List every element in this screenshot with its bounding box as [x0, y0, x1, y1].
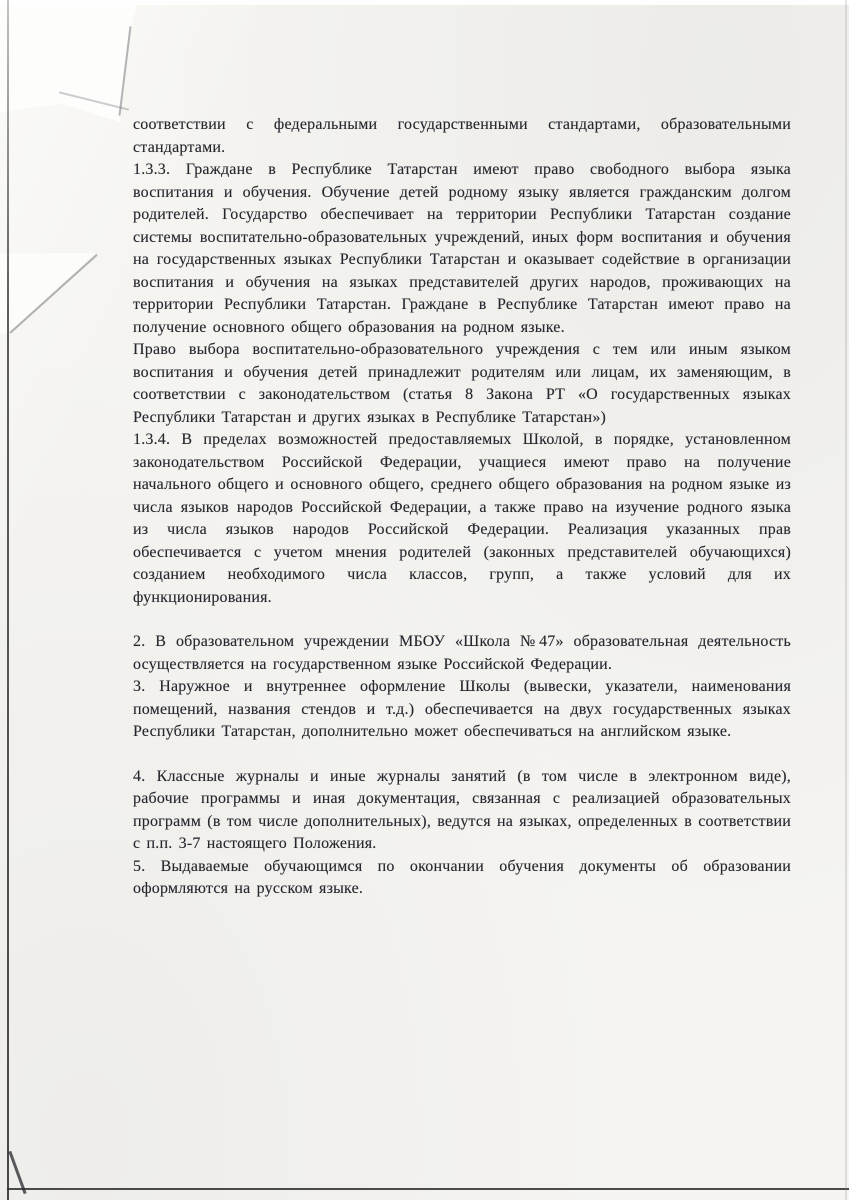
document-text-block — [133, 114, 791, 901]
paragraph-right-of-choice: Право выбора воспитательно-образовательного учреждения с тем или иным языком воспитания и обучения детей принадлежит родителям или лицам, их заменяющим, в соответствии с законодательством (статья 8 Закона РТ «О государственных языках Республики Татарстан и других языках в Республике Татарстан») — [133, 341, 791, 426]
paragraph-2: 2. В образовательном учреждении МБОУ «Школа №47» образовательная деятельность осуществляется на государственном языке Российской Федерации. — [133, 633, 791, 673]
scan-edge-top — [0, 0, 849, 5]
paragraph-gap — [133, 609, 791, 631]
paragraph-5: 5. Выдаваемые обучающимся по окончании обучения документы об образовании оформляются на русском языке. — [133, 857, 791, 897]
paragraph-1-3-3: 1.3.3. Граждане в Республике Татарстан имеют право свободного выбора языка воспитания и обучения. Обучение детей родному языку является гражданским долгом родителей. Государство обеспечивает на территории Республики Татарстан создание системы воспитательно-образовательных учреждений, иных форм воспитания и обучения на государственных языках Республики Татарстан и оказывает содействие в организации воспитания и обучения на языках представителей других народов, проживающих на территории Республики Татарстан. Граждане в Республике Татарстан имеют право на получение основного общего образования на родном языке. — [133, 161, 791, 336]
scanner-bed-sliver — [0, 253, 95, 333]
paragraph-3: 3. Наружное и внутреннее оформление Школы (вывески, указатели, наименования помещений, названия стендов и т.д.) обеспечивается на двух государственных языках Республики Татарстан, дополнительно может обеспечиваться на английском языке. — [133, 678, 791, 740]
paragraph-continuation: соответствии с федеральными государственными стандартами, образовательными стандартами. — [133, 116, 791, 156]
scan-edge-bottom — [7, 1188, 849, 1190]
scan-edge-left — [7, 0, 9, 1200]
scan-edge-right — [845, 0, 847, 1200]
scanner-bed-corner — [0, 0, 138, 122]
paragraph-4: 4. Классные журналы и иные журналы занятий (в том числе в электронном виде), рабочие программы и иная документация, связанная с реализацией образовательных программ (в том числе дополнительных), ведутся на языках, определенных в соответствии с п.п. 3-7 настоящего Положения. — [133, 767, 791, 852]
paragraph-1-3-4: 1.3.4. В пределах возможностей предоставляемых Школой, в порядке, установленном законодательством Российской Федерации, учащиеся имеют право на получение начального общего и основного общего, среднего общего образования на родном языке из числа языков народов Российской Федерации, а также право на изучение родного языка из числа языков народов Российской Федерации. Реализация указанных прав обеспечивается с учетом мнения родителей (законных представителей обучающихся) созданием необходимого числа классов, групп, а также условий для их функционирования. — [133, 431, 791, 606]
paragraph-gap — [133, 744, 791, 766]
